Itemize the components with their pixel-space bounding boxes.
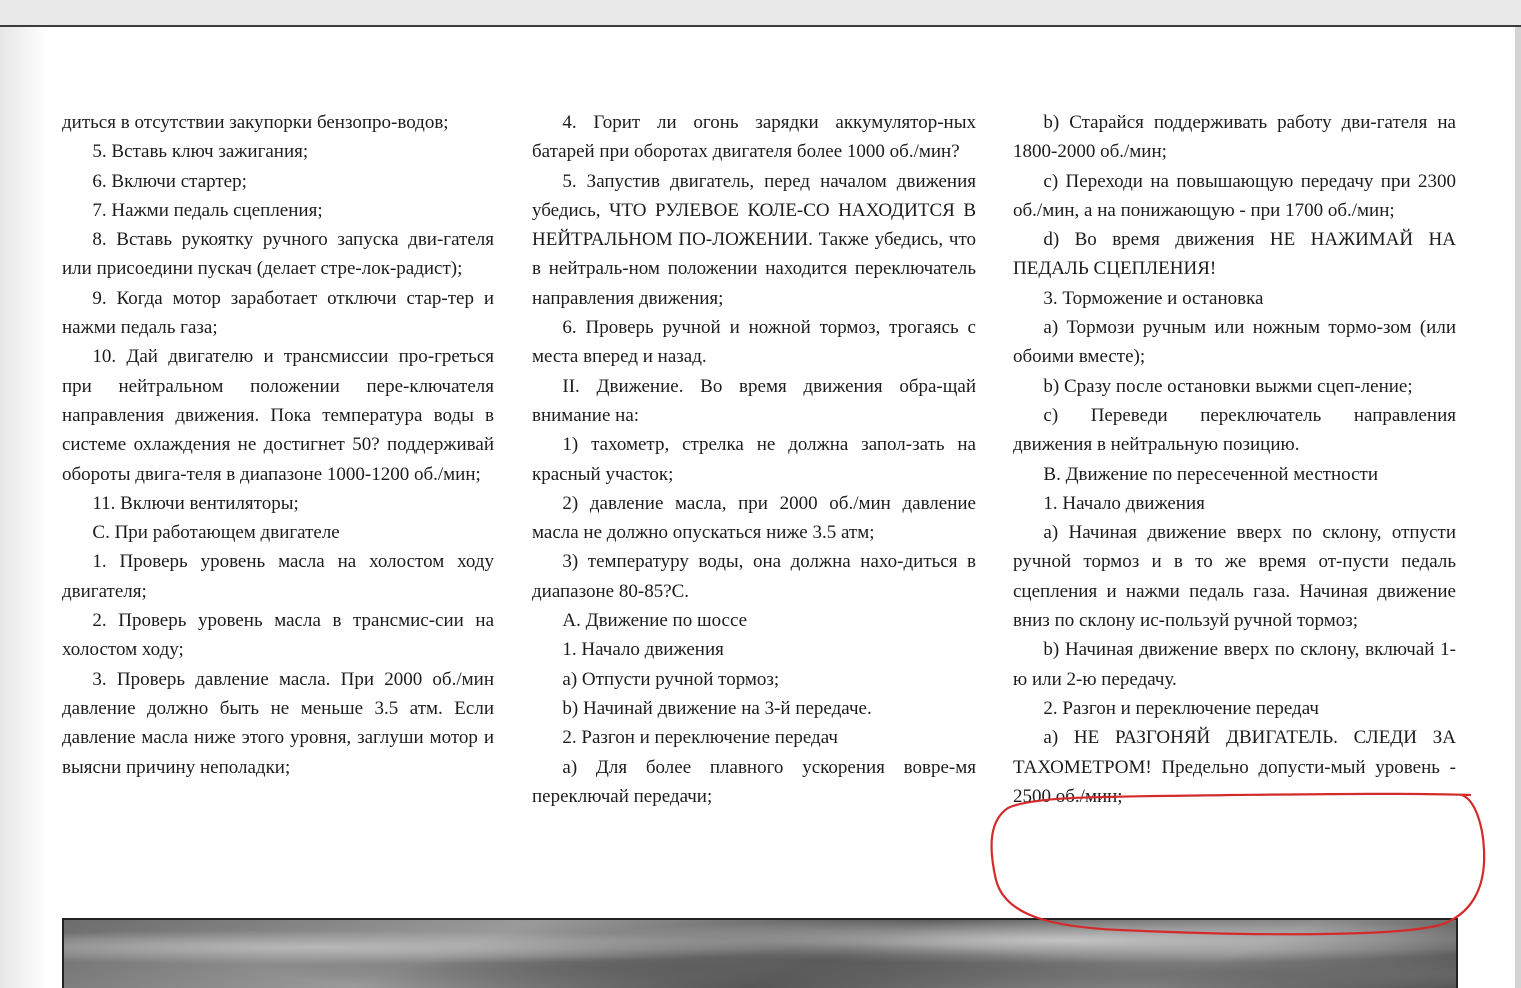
paragraph: 2. Разгон и переключение передач <box>1043 697 1319 719</box>
paragraph: 11. Включи вентиляторы; <box>92 492 299 514</box>
paragraph: 5. Запустив двигатель, перед началом движения убедись, ЧТО РУЛЕВОЕ КОЛЕ-СО НАХОДИТСЯ В НЕЙТРАЛЬНОМ ПО-ЛОЖЕНИИ. Также убедись, что в нейтраль-ном положении находится переключатель направления движения; <box>532 170 976 309</box>
paragraph: а) Начиная движение вверх по склону, отпусти ручной тормоз и в то же время от-пусти педаль сцепления и нажми педаль газа. Начиная движение вниз по склону ис-пользуй ручной тормоз; <box>1013 522 1456 632</box>
paragraph: b) Старайся поддерживать работу дви-гателя на 1800-2000 об./мин; <box>1013 112 1456 163</box>
paragraph: 10. Дай двигателю и трансмиссии про-греться при нейтральном положении пере-ключателя направления движения. Пока температура воды в системе охлаждения не достигнет 50? поддерживай обороты двига-теля в диапазоне 1000-1200 об./мин; <box>62 346 494 485</box>
paragraph: 3. Торможение и остановка <box>1043 287 1264 309</box>
paragraph: с) Переходи на повышающую передачу при 2300 об./мин, а на понижающую - при 1700 об./мин; <box>1013 170 1456 221</box>
paragraph: 1) тахометр, стрелка не должна запол-зать на красный участок; <box>532 434 976 485</box>
paragraph: 2) давление масла, при 2000 об./мин давление масла не должно опускаться ниже 3.5 атм; <box>532 492 976 544</box>
paragraph: 6. Проверь ручной и ножной тормоз, трогаясь с места вперед и назад. <box>532 317 976 368</box>
paragraph: а) Отпусти ручной тормоз; <box>562 668 780 690</box>
paragraph: 6. Включи стартер; <box>92 170 247 192</box>
paragraph: 7. Нажми педаль сцепления; <box>92 199 323 221</box>
paragraph: 8. Вставь рукоятку ручного запуска дви-гателя или присоедини пускач (делает стре-лок-радист); <box>62 229 494 280</box>
section-heading: II. Движение. Во время движения обра-щай внимание на: <box>532 375 976 426</box>
paragraph: 4. Горит ли огонь зарядки аккумулятор-ных батарей при оборотах двигателя более 1000 об./мин? <box>532 112 976 163</box>
highlighted-paragraph: а) НЕ РАЗГОНЯЙ ДВИГАТЕЛЬ. СЛЕДИ ЗА ТАХОМЕТРОМ! Предельно допусти-мый уровень - 2500 об./мин; <box>1013 727 1456 807</box>
paragraph: 1. Проверь уровень масла на холостом ходу двигателя; <box>62 551 494 602</box>
paragraph: 3) температуру воды, она должна нахо-диться в диапазоне 80-85?С. <box>532 551 976 602</box>
paragraph: 9. Когда мотор заработает отключи стар-тер и нажми педаль газа; <box>62 287 494 339</box>
paragraph: d) Во время движения НЕ НАЖИМАЙ НА ПЕДАЛЬ СЦЕПЛЕНИЯ! <box>1013 229 1456 280</box>
paragraph: а) Тормози ручным или ножным тормо-зом (или обоими вместе); <box>1013 317 1456 368</box>
section-heading: В. Движение по пересеченной местности <box>1043 463 1378 485</box>
paragraph: 2. Проверь уровень масла в трансмис-сии на холостом ходу; <box>62 610 494 661</box>
paragraph: 1. Начало движения <box>562 639 724 661</box>
paragraph: b) Начинай движение на 3-й передаче. <box>562 697 872 719</box>
paragraph: b) Сразу после остановки выжми сцеп-ление; <box>1043 375 1413 397</box>
paragraph: b) Начиная движение вверх по склону, включай 1-ю или 2-ю передачу. <box>1013 639 1456 690</box>
section-heading: А. Движение по шоссе <box>562 610 748 632</box>
section-heading: С. При работающем двигателе <box>92 522 340 544</box>
paragraph: а) Для более плавного ускорения вовре-мя переключай передачи; <box>532 756 976 807</box>
paragraph: 3. Проверь давление масла. При 2000 об./мин давление должно быть не меньше 3.5 атм. Если давление масла ниже этого уровня, заглуши мотор и выясни причину неполадки; <box>62 668 494 778</box>
paragraph: 1. Начало движения <box>1043 492 1205 514</box>
paragraph: 2. Разгон и переключение передач <box>562 727 838 749</box>
red-ellipse-annotation <box>992 794 1485 934</box>
paragraph: диться в отсутствии закупорки бензопро-водов; <box>62 112 449 133</box>
paragraph: 5. Вставь ключ зажигания; <box>92 141 309 163</box>
paragraph: с) Переведи переключатель направления движения в нейтральную позицию. <box>1013 404 1456 456</box>
